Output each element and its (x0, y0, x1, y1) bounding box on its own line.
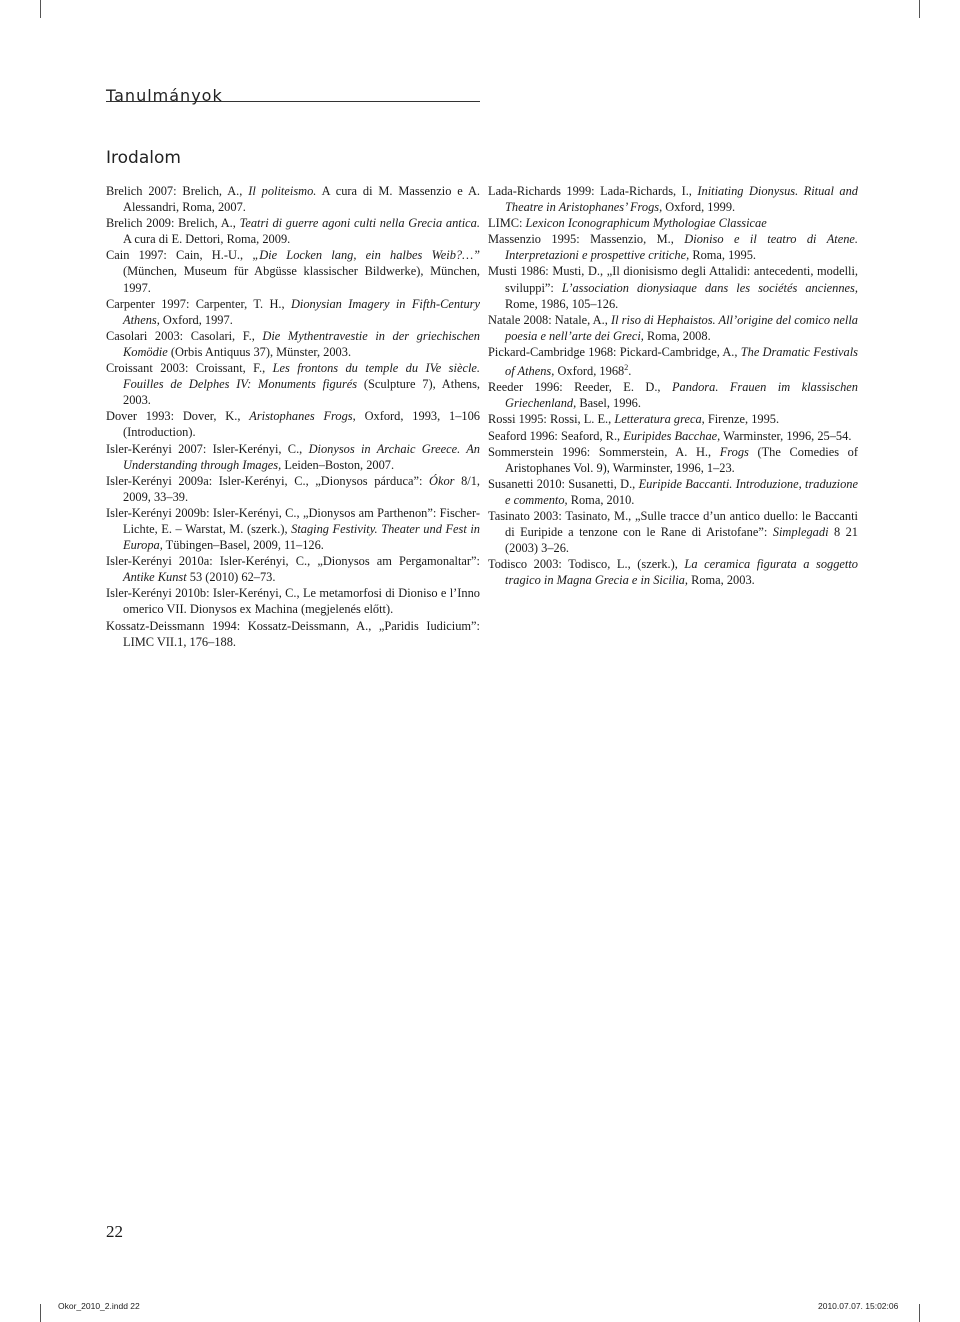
reference-entry (488, 215, 858, 231)
reference-title: Il politeismo. (248, 184, 317, 198)
reference-title: Pandora. Frauen im klassischen Griechenland, (505, 380, 859, 411)
reference-text: Natale 2008: Natale, A., (488, 312, 611, 327)
reference-text: 2 (624, 363, 629, 373)
crop-mark (40, 0, 41, 18)
reference-text: Reeder 1996: Reeder, E. D., (488, 380, 672, 395)
reference-text: 8/1, 2009, 33–39. (123, 473, 481, 504)
reference-entry (106, 585, 480, 617)
reference-title: La ceramica figurata a soggetto tragico in Magna Grecia e in Sicilia, (505, 557, 859, 588)
reference-text: Warminster, 1996, 25–54. (720, 428, 852, 443)
reference-title: Initiating Dionysus. Ritual and Theatre in Aristophanes’ Frogs, (505, 184, 858, 215)
reference-text: LIMC: (488, 216, 526, 231)
reference-text: Kossatz-Deissmann 1994: Kossatz-Deissmann, A., „Paridis Iudicium”: LIMC VII.1, 176–188. (106, 618, 480, 649)
reference-title: Simplegadi (772, 525, 829, 540)
reference-text: Tübingen–Basel, 2009, 11–126. (162, 538, 324, 553)
reference-text: A cura di M. Massenzio e A. Alessandri, Roma, 2007. (123, 184, 480, 215)
reference-entry (106, 505, 480, 553)
reference-entry (106, 183, 480, 215)
reference-title: Frogs (719, 444, 749, 459)
reference-entry (488, 411, 858, 427)
reference-text: Susanetti 2010: Susanetti, D., (488, 476, 639, 491)
reference-entry (106, 215, 480, 247)
reference-text: 53 (2010) 62–73. (186, 570, 276, 585)
reference-text: Brelich 2007: Brelich, A., (106, 184, 249, 198)
references-right-column (488, 183, 858, 588)
reference-entry (106, 360, 480, 408)
header-rule (106, 101, 480, 102)
reference-entry (488, 556, 858, 588)
reference-text: A cura di E. Dettori, Roma, 2009. (123, 232, 291, 247)
reference-entry (106, 328, 480, 360)
page-number: 22 (106, 1222, 123, 1241)
crop-mark (919, 1304, 920, 1322)
reference-text: . (628, 364, 632, 379)
reference-entry (106, 247, 480, 295)
reference-text: Isler-Kerényi 2007: Isler-Kerényi, C., (106, 441, 309, 456)
reference-text: Roma, 2010. (567, 492, 635, 507)
reference-text: Oxford, 1968 (554, 364, 625, 379)
reference-text: Musti 1986: Musti, D., „Il dionisismo degli Attalidi: antecedenti, modelli, sviluppi”: (488, 264, 858, 295)
reference-text: Sommerstein 1996: Sommerstein, A. H., (488, 444, 720, 459)
reference-text: (Sculpture 7), Athens, 2003. (123, 377, 480, 408)
reference-text: Firenze, 1995. (704, 412, 780, 427)
reference-text: Roma, 2008. (643, 328, 711, 343)
reference-title: Euripides Bacchae, (623, 428, 721, 443)
reference-entry (106, 618, 480, 650)
reference-title: Dioniso e il teatro di Atene. Interpretazioni e prospettive critiche, (505, 232, 858, 263)
reference-text: Roma, 2003. (687, 573, 755, 588)
reference-entry (488, 231, 858, 263)
reference-text: Lada-Richards 1999: Lada-Richards, I., (488, 184, 698, 198)
reference-text: 8 21 (2003) 3–26. (505, 525, 858, 556)
reference-entry (106, 553, 480, 585)
reference-text: Casolari 2003: Casolari, F., (106, 328, 263, 343)
reference-text: Todisco 2003: Todisco, L., (szerk.), (488, 557, 685, 572)
reference-entry (488, 312, 858, 344)
reference-text: Carpenter 1997: Carpenter, T. H., (106, 296, 291, 311)
reference-title: Il riso di Hephaistos. All’origine del comico nella poesia e nell’arte dei Greci, (505, 312, 858, 343)
reference-text: Pickard-Cambridge 1968: Pickard-Cambridge, A., (488, 344, 741, 359)
reference-text: Rome, 1986, 105–126. (505, 296, 619, 311)
reference-entry (106, 473, 480, 505)
reference-title: „Die Locken lang, ein halbes Weib?…” (252, 248, 480, 263)
reference-text: (München, Museum für Abgüsse klassischer Bildwerke), München, 1997. (123, 264, 480, 295)
reference-title: Aristophanes Frogs (249, 409, 353, 424)
reference-text: (The Comedies of Aristophanes Vol. 9), Warminster, 1996, 1–23. (505, 444, 858, 475)
footer-filename: Okor_2010_2.indd 22 (58, 1301, 140, 1311)
crop-mark (40, 1304, 41, 1322)
reference-title: The Dramatic Festivals of Athens, (505, 344, 858, 379)
reference-title: Letteratura greca, (614, 412, 705, 427)
reference-text: , Oxford, 1993, 1–106 (Introduction). (123, 409, 480, 440)
reference-text: Brelich 2009: Brelich, A., (106, 216, 240, 231)
reference-entry (488, 263, 858, 311)
reference-title: Staging Festivity. Theater und Fest in Europa, (123, 521, 480, 553)
reference-title: Lexicon Iconographicum Mythologiae Classicae (525, 216, 767, 231)
reference-entry (488, 444, 858, 476)
footer-timestamp: 2010.07.07. 15:02:06 (818, 1301, 899, 1311)
reference-title: Les frontons du temple du IVe siècle. Fouilles de Delphes IV: Monuments figurés (123, 361, 480, 392)
reference-entry (488, 428, 858, 444)
reference-text: Rossi 1995: Rossi, L. E., (488, 412, 615, 427)
reference-text: (Orbis Antiquus 37), Münster, 2003. (167, 344, 352, 359)
reference-text: Croissant 2003: Croissant, F., (106, 361, 273, 376)
reference-text: Oxford, 1997. (159, 312, 233, 327)
reference-entry (106, 408, 480, 440)
reference-entry (488, 183, 858, 215)
reference-title: Dionysian Imagery in Fifth-Century Athens, (123, 296, 480, 327)
reference-entry (106, 441, 480, 473)
reference-title: Dionysos in Archaic Greece. An Understanding through Images, (123, 441, 481, 472)
reference-text: Cain 1997: Cain, H.-U., (106, 248, 253, 263)
reference-entry (106, 296, 480, 328)
reference-entry (488, 476, 858, 508)
reference-title: Ókor (429, 473, 455, 488)
reference-entry (488, 508, 858, 556)
reference-entry (488, 379, 858, 411)
reference-text: Isler-Kerényi 2010a: Isler-Kerényi, C., „Dionysos am Pergamonaltar”: (106, 554, 480, 569)
reference-text: Isler-Kerényi 2009a: Isler-Kerényi, C., „Dionysos párduca”: (106, 473, 429, 488)
references-left-column (106, 183, 480, 650)
reference-entry (488, 344, 858, 379)
reference-text: Tasinato 2003: Tasinato, M., „Sulle tracce d’un antico duello: le Baccanti di Euripide a tenzone con le Rane di Aristofane”: (488, 509, 858, 540)
reference-title: Die Mythentravestie in der griechischen Komödie (123, 328, 480, 359)
reference-title: L’association dionysiaque dans les sociétés anciennes, (561, 280, 858, 295)
reference-text: Leiden–Boston, 2007. (281, 457, 395, 472)
reference-text: Dover 1993: Dover, K., (106, 409, 250, 424)
reference-title: Teatri di guerre agoni culti nella Grecia antica. (239, 216, 480, 231)
running-header: Tanulmányok (106, 86, 223, 105)
reference-text: Oxford, 1999. (662, 200, 736, 215)
reference-text: Isler-Kerényi 2009b: Isler-Kerényi, C., „Dionysos am Parthenon”: Fischer-Lichte, E. – Warstat, M. (szerk.), (106, 505, 480, 536)
reference-text: Isler-Kerényi 2010b: Isler-Kerényi, C., Le metamorfosi di Dioniso e l’Inno omerico VII. Dionysos ex Machina (megjelenés előtt). (106, 586, 480, 617)
section-title: Irodalom (106, 148, 181, 168)
reference-text: Seaford 1996: Seaford, R., (488, 428, 624, 443)
reference-title: Antike Kunst (123, 570, 187, 585)
crop-mark (919, 0, 920, 18)
reference-text: Massenzio 1995: Massenzio, M., (488, 232, 685, 247)
reference-title: Euripide Baccanti. Introduzione, traduzione e commento, (505, 476, 859, 507)
reference-text: Basel, 1996. (576, 396, 641, 411)
reference-text: Roma, 1995. (689, 248, 756, 263)
